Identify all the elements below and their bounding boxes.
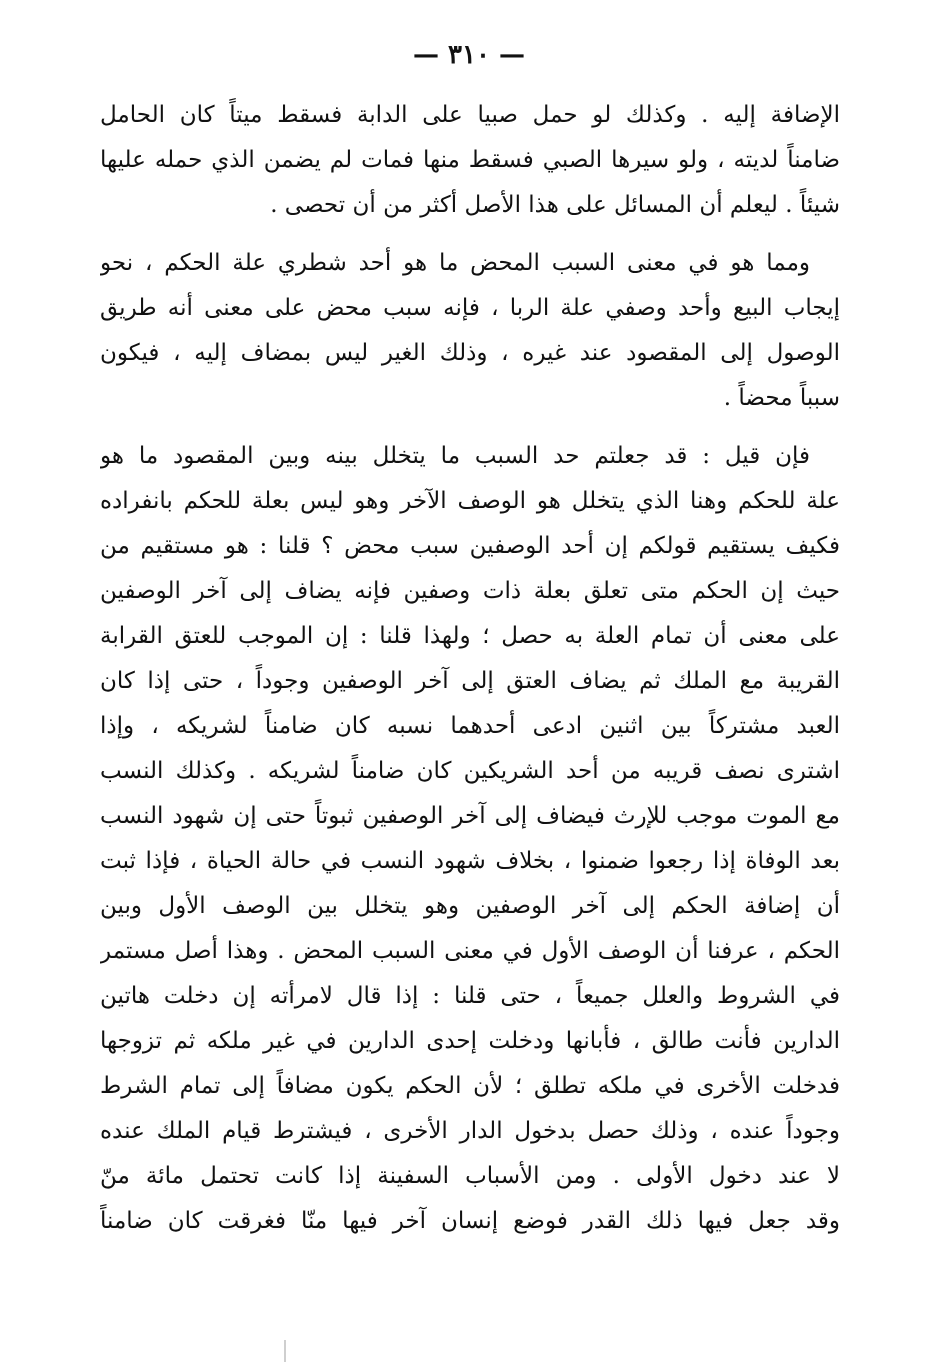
text-line: على معنى أن تمام العلة به حصل ؛ ولهذا قلنا : إن الموجب للعتق القرابة [100, 623, 840, 649]
text-line: ومما هو في معنى السبب المحض ما هو أحد شطري علة الحكم ، نحو [100, 250, 810, 276]
paragraph-2 [100, 241, 840, 421]
text-line: الإضافة إليه . وكذلك لو حمل صبيا على الدابة فسقط ميتاً كان الحامل [100, 102, 840, 128]
text-line: الدارين فأنت طالق ، فأبانها ودخلت إحدى الدارين في غير ملكه ثم تزوجها [100, 1028, 840, 1054]
text-line: علة للحكم وهنا الذي يتخلل هو الوصف الآخر وهو ليس بعلة للحكم بانفراده [100, 488, 840, 514]
text-line: الوصول إلى المقصود عند غيره ، وذلك الغير ليس بمضاف إليه ، فيكون [100, 340, 840, 366]
text-line: سبباً محضاً . [723, 385, 840, 411]
text-line: وقد جعل فيها ذلك القدر فوضع إنسان آخر فيها منّا فغرقت كان ضامناً [100, 1208, 840, 1234]
paragraph-1 [100, 93, 840, 228]
text-line: الحكم ، عرفنا أن الوصف الأول في معنى السبب المحض . وهذا أصل مستمر [100, 938, 840, 964]
scan-mark [284, 1340, 286, 1362]
text-line: شيئاً . ليعلم أن المسائل على هذا الأصل أكثر من أن تحصى . [270, 192, 840, 218]
text-line: حيث إن الحكم متى تعلق بعلة ذات وصفين فإنه يضاف إلى آخر الوصفين [100, 578, 840, 604]
text-line: فكيف يستقيم قولكم إن أحد الوصفين سبب محض ؟ قلنا : هو مستقيم من [100, 533, 840, 559]
text-line: القريبة مع الملك ثم يضاف العتق إلى آخر الوصفين وجوداً ، حتى إذا كان [100, 668, 840, 694]
text-line: أن إضافة الحكم إلى آخر الوصفين وهو يتخلل بين الوصف الأول وبين [100, 893, 840, 919]
paragraph-3 [100, 434, 840, 1244]
text-line: ضامناً لديته ، ولو سيرها الصبي فسقط منها فمات لم يضمن الذي حمله عليها [100, 147, 840, 173]
text-line: فإن قيل : قد جعلتم حد السبب ما يتخلل بينه وبين المقصود ما هو [100, 443, 810, 469]
text-line: وجوداً عنده ، وذلك حصل بدخول الدار الأخرى ، فيشترط قيام الملك عنده [100, 1118, 840, 1144]
text-line: إيجاب البيع وأحد وصفي علة الربا ، فإنه سبب محض على معنى أنه طريق [100, 295, 840, 321]
text-line: اشترى نصف قريبه من أحد الشريكين كان ضامناً لشريكه . وكذلك النسب [100, 758, 840, 784]
text-line: فدخلت الأخرى في ملكه تطلق ؛ لأن الحكم يكون مضافاً إلى تمام الشرط [100, 1073, 840, 1099]
page-number: — ٣١٠ — [412, 40, 526, 70]
text-line: لا عند دخول الأولى . ومن الأسباب السفينة إذا كانت تحتمل مائة منّ [100, 1163, 840, 1189]
text-line: العبد مشتركاً بين اثنين ادعى أحدهما نسبه كان ضامناً لشريكه ، وإذا [100, 713, 840, 739]
text-line: في الشروط والعلل جميعاً ، حتى قلنا : إذا قال لامرأته إن دخلت هاتين [100, 983, 840, 1009]
text-line: بعد الوفاة إذا رجعوا ضمنوا ، بخلاف شهود النسب في حالة الحياة ، فإذا ثبت [100, 848, 840, 874]
text-line: مع الموت موجب للإرث فيضاف إلى آخر الوصفين ثبوتاً حتى إن شهود النسب [100, 803, 840, 829]
